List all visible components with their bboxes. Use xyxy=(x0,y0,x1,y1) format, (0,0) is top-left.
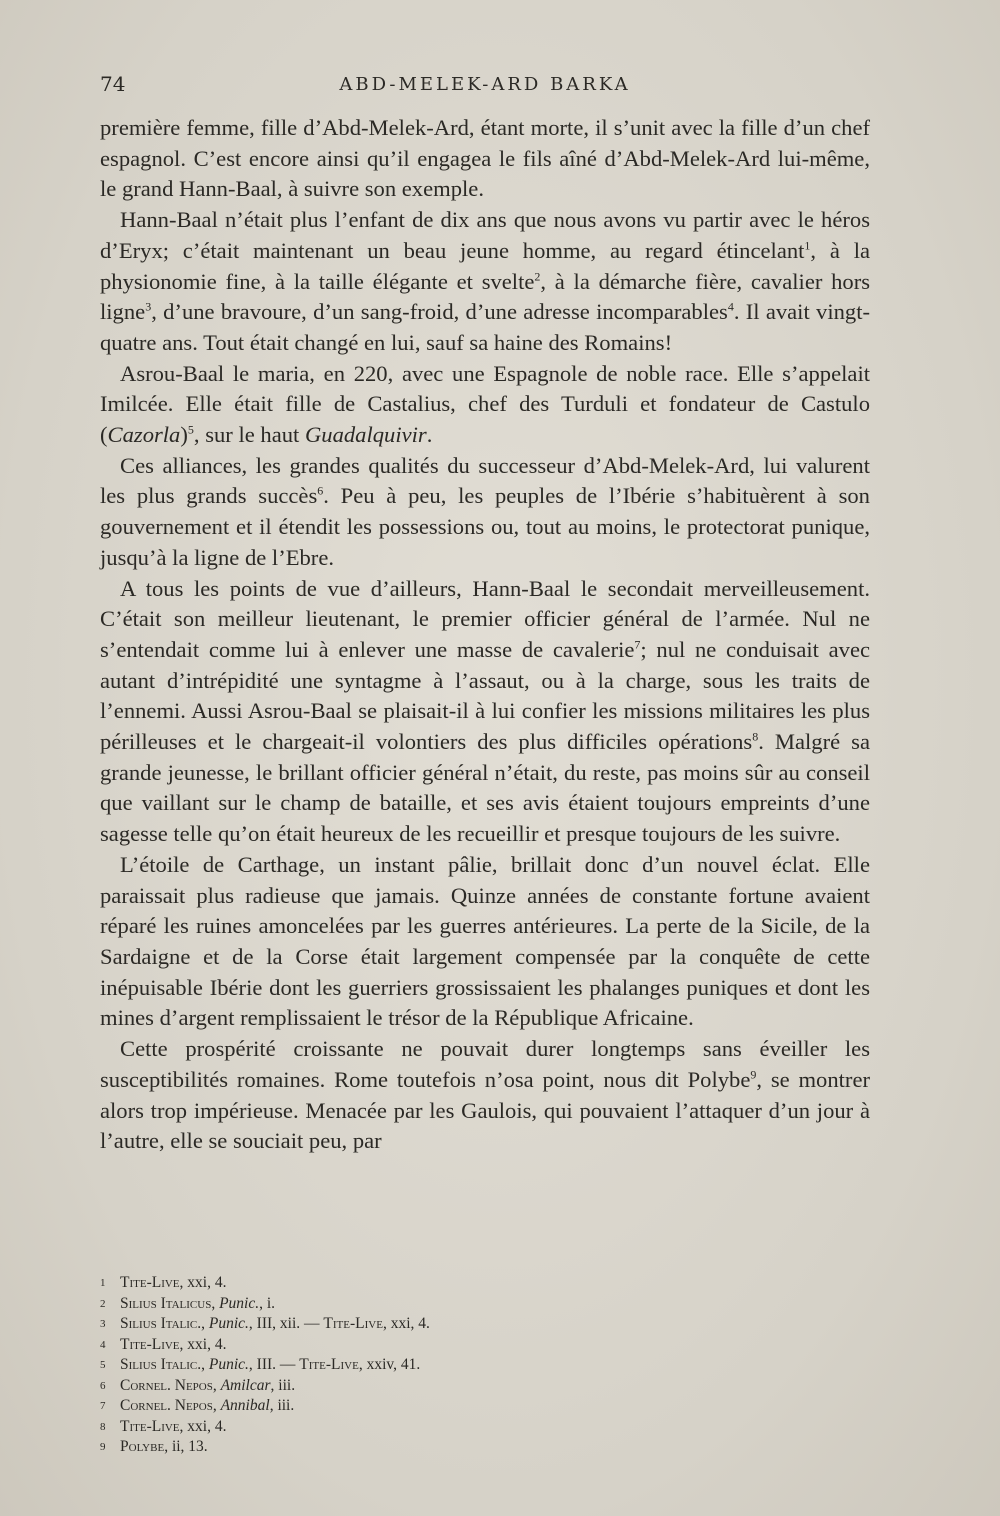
footnote-reference[interactable]: 8 xyxy=(752,729,759,744)
footnote-text xyxy=(120,1294,275,1315)
footnote-text xyxy=(120,1437,208,1458)
italic-text: Punic. xyxy=(208,1315,249,1332)
footnote-reference[interactable]: 7 xyxy=(634,637,641,652)
text-run: , xyxy=(212,1397,221,1414)
body-text xyxy=(100,113,870,1157)
running-title: ABD-MELEK-ARD BARKA xyxy=(339,74,631,95)
footnote xyxy=(100,1314,700,1335)
footnote xyxy=(100,1417,700,1438)
text-run: , i. xyxy=(259,1294,276,1312)
text-run: , xyxy=(212,1376,221,1394)
footnote-number: 6 xyxy=(100,1379,106,1392)
author-name: Tite-Live xyxy=(299,1356,359,1373)
footnote xyxy=(100,1376,700,1397)
text-run: Hann-Baal n’était plus l’enfant de dix ans que nous avons vu partir avec le héros d’Eryx; c’était maintenant un beau jeune homme, au regard étincelant xyxy=(100,207,870,263)
text-run: Cette prospérité croissante ne pouvait durer longtemps sans éveiller les susceptibilités romaines. Rome toutefois n’osa point, nous dit Polybe xyxy=(100,1036,870,1092)
paragraph xyxy=(100,451,870,574)
italic-text: Punic. xyxy=(208,1356,249,1373)
paragraph xyxy=(100,1034,870,1157)
text-run: première femme, fille d’Abd-Melek-Ard, étant morte, il s’unit avec la fille d’un chef espagnol. C’est encore ainsi qu’il engagea le fils aîné d’Abd-Melek-Ard lui-même, le grand Hann-Baal, à suivre son exemple. xyxy=(100,115,870,202)
footnote-reference[interactable]: 3 xyxy=(145,299,152,314)
paragraph xyxy=(100,850,870,1034)
footnote-number: 8 xyxy=(100,1420,106,1433)
paragraph xyxy=(100,113,870,205)
footnote-number: 4 xyxy=(100,1338,106,1351)
italic-text: Annibal xyxy=(220,1397,270,1414)
paragraph xyxy=(100,359,870,451)
footnote xyxy=(100,1437,700,1458)
text-run: L’étoile de Carthage, un instant pâlie, brillait donc d’un nouvel éclat. Elle paraissait plus radieuse que jamais. Quinze années de constante fortune avaient réparé les ruines amoncelées par les guerres antérieures. La perte de la Sicile, de la Sardaigne et de la Corse était largement compensée par la conquête de cette inépuisable Ibérie dont les guerriers grossissaient les phalanges puniques et dont les mines d’argent remplissaient le trésor de la République Africaine. xyxy=(100,851,870,1031)
footnote-reference[interactable]: 5 xyxy=(187,422,194,437)
text-run: . Malgré sa grande jeunesse, le brillant officier général n’était, du reste, pas moins sûr au conseil que vaillant sur le champ de bataille, et ses avis étaient toujours empreints d’une sagesse telle qu’on était heureux de les recueillir et presque toujours de les suivre. xyxy=(100,729,871,847)
text-run: . Il avait vingt-quatre ans. Tout était changé en lui, sauf sa haine des Romains! xyxy=(100,299,870,355)
text-run: , xyxy=(201,1315,209,1332)
text-run: , xxi, 4. xyxy=(179,1335,227,1353)
footnote xyxy=(100,1396,700,1417)
footnote-number: 5 xyxy=(100,1359,106,1371)
italic-text: Cazorla xyxy=(107,422,181,448)
footnote-reference[interactable]: 1 xyxy=(804,238,811,253)
footnote-reference[interactable]: 9 xyxy=(750,1067,757,1082)
author-name: Silius Italicus xyxy=(120,1294,212,1312)
text-run: , se montrer alors trop impérieuse. Menacée par les Gaulois, qui pouvaient l’attaquer d’un jour à l’autre, elle se souciait peu, par xyxy=(100,1066,870,1154)
author-name: Cornel. Nepos xyxy=(120,1397,213,1414)
author-name: Silius Italic. xyxy=(120,1356,202,1373)
text-run: Ces alliances, les grandes qualités du successeur d’Abd-Melek-Ard, lui valurent les plus grands succès xyxy=(100,452,870,509)
footnote xyxy=(100,1273,700,1294)
footnote-number: 7 xyxy=(100,1400,106,1412)
footnote-text xyxy=(120,1376,295,1397)
text-run: , iii. xyxy=(270,1376,296,1394)
text-run: , III, xii. — xyxy=(248,1315,324,1332)
footnote xyxy=(100,1294,700,1315)
text-run: , iii. xyxy=(269,1397,295,1414)
text-run: ; nul ne conduisait avec autant d’intrépidité une syntagme à l’assaut, ou à la charge, sous les traits de l’ennemi. Aussi Asrou-Baal se plaisait-il à lui confier les missions militaires les plus périlleuses et le chargeait-il volontiers des plus difficiles opérations xyxy=(100,636,870,755)
text-run: , d’une bravoure, d’un sang-froid, d’une adresse incomparables xyxy=(151,299,728,325)
footnote-reference[interactable]: 4 xyxy=(727,299,734,314)
text-run: , xxi, 4. xyxy=(179,1417,227,1435)
footnote-number: 9 xyxy=(100,1441,106,1453)
footnote-reference[interactable]: 2 xyxy=(534,268,541,283)
footnote-number: 1 xyxy=(100,1277,106,1289)
footnote xyxy=(100,1335,700,1356)
text-run: , xxi, 4. xyxy=(382,1315,430,1332)
text-run: , xxi, 4. xyxy=(179,1274,227,1291)
footnote-number: 2 xyxy=(100,1297,106,1310)
italic-text: Punic. xyxy=(219,1294,260,1312)
footnote-text xyxy=(120,1273,226,1294)
footnote xyxy=(100,1355,700,1376)
author-name: Tite-Live xyxy=(120,1335,180,1353)
text-run: , III. — xyxy=(248,1356,300,1373)
author-name: Tite-Live xyxy=(120,1274,180,1291)
text-run: , à la démarche fière, cavalier hors ligne xyxy=(100,268,871,325)
author-name: Silius Italic. xyxy=(120,1315,202,1332)
italic-text: Amilcar xyxy=(220,1376,271,1394)
footnote-text xyxy=(120,1417,226,1438)
footnote-text xyxy=(120,1314,430,1335)
page-number: 74 xyxy=(100,72,126,96)
text-run: Asrou-Baal le maria, en 220, avec une Espagnole de noble race. Elle s’appelait Imilcée. Elle était fille de Castalius, chef des Turduli et fondateur de Castulo ( xyxy=(100,360,870,448)
text-run: . xyxy=(426,422,433,448)
text-run: ) xyxy=(180,422,188,448)
italic-text: Guadalquivir xyxy=(304,422,427,448)
author-name: Tite-Live xyxy=(120,1417,180,1435)
text-run: , xxiv, 41. xyxy=(358,1356,421,1373)
text-run: , ii, 13. xyxy=(164,1438,208,1455)
text-run: , xyxy=(211,1294,220,1312)
paragraph xyxy=(100,574,870,850)
author-name: Tite-Live xyxy=(323,1315,383,1332)
author-name: Cornel. Nepos xyxy=(120,1376,213,1394)
footnote-text xyxy=(120,1396,294,1417)
footnote-text xyxy=(120,1335,226,1356)
paragraph xyxy=(100,205,870,359)
author-name: Polybe xyxy=(120,1438,165,1455)
footnotes xyxy=(100,1273,700,1458)
text-run: A tous les points de vue d’ailleurs, Hann-Baal le secondait merveilleusement. C’était son meilleur lieutenant, le premier officier général de l’armée. Nul ne s’entendait comme lui à enlever une masse de cavalerie xyxy=(100,575,870,662)
page-header xyxy=(100,72,870,102)
footnote-text xyxy=(120,1355,420,1376)
footnote-reference[interactable]: 6 xyxy=(317,483,324,498)
footnote-number: 3 xyxy=(100,1318,106,1330)
text-run: , xyxy=(201,1356,209,1373)
text-run: , à la physionomie fine, à la taille élégante et svelte xyxy=(100,237,870,294)
text-run: , sur le haut xyxy=(193,422,305,448)
text-run: . Peu à peu, les peuples de l’Ibérie s’habituèrent à son gouvernement et il étendit les possessions ou, tout au moins, le protectorat punique, jusqu’à la ligne de l’Ebre. xyxy=(100,483,870,570)
